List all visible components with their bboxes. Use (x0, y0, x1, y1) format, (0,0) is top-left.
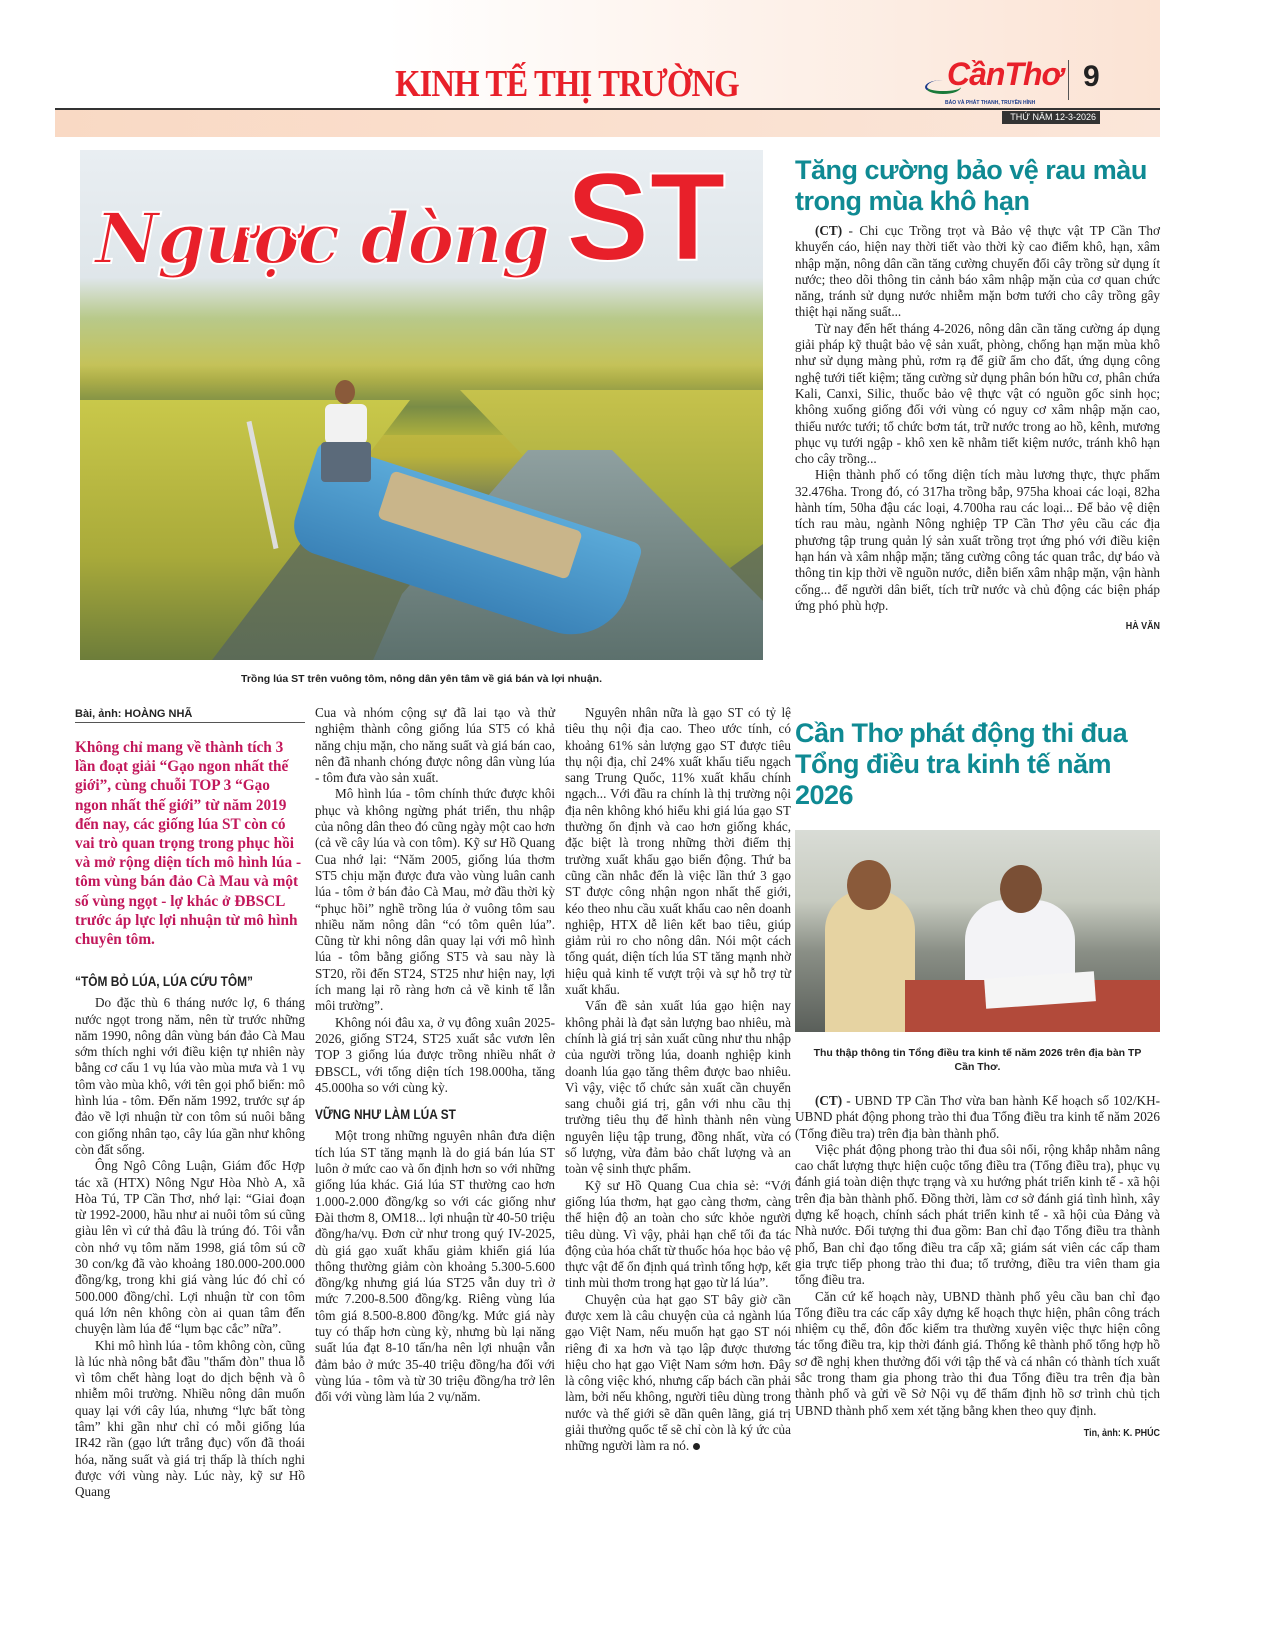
article2-body (795, 223, 1160, 634)
paragraph: Kỹ sư Hồ Quang Cua chia sẻ: “Với giống lúa thơm, hạt gạo càng thơm, càng thể hiện độ an toàn cho sức khỏe người tiêu dùng. Vì vậy, phải hạn chế tối đa tác động của hóa chất từ thuốc hóa học bảo vệ thực vật để ổn định quá trình tổng hợp, kết tinh mùi thơm trong hạt gạo từ lá lúa”. (565, 1177, 791, 1291)
paragraph: Hiện thành phố có tổng diện tích màu lương thực, thực phẩm 32.476ha. Trong đó, có 317ha trồng bắp, 975ha khoai các loại, 82ha hành tím, 50ha đậu các loại, 4.700ha rau các loại... Để bảo vệ diện tích rau màu, ngành Nông nghiệp TP Cần Thơ yêu cầu các địa phương tập trung quản lý sản xuất trồng trọt ứng phó với điều kiện hạn hán và xâm nhập mặn; tăng cường công tác quan trắc, dự báo và thông tin kịp thời về nguồn nước, diễn biến xâm nhập mặn, vận hành cống... để người dân biết, tích trữ nước và chủ động các biện pháp ứng phó phù hợp. (795, 467, 1160, 613)
paragraph: Một trong những nguyên nhân đưa diện tích lúa ST tăng mạnh là do giá bán lúa ST luôn ở mức cao và ổn định hơn so với những giống lúa khác. Giá lúa ST thường cao hơn 1.000-2.000 đồng/kg so với các giống như Đài thơm 8, OM18... lợi nhuận từ 40-50 triệu đồng/ha/vụ. Đơn cử như trong quý IV-2025, dù giá gạo xuất khẩu giảm khiến giá lúa thông thường giảm còn khoảng 5.300-5.600 đồng/kg nhưng giá lúa ST25 vẫn duy trì ở mức 7.200-8.500 đồng/kg. Riêng vùng lúa tôm giá 8.500-8.800 đồng/kg. Mức giá này tuy có thấp hơn cùng kỳ, nhưng bù lại năng suất lúa đạt 8-10 tấn/ha nên lợi nhuận vẫn đảm bảo ở mức 35-40 triệu đồng/ha đối với vùng lúa - tôm và từ 30 triệu đồng/ha trở lên đối với vùng làm lúa 2 vụ/năm. (315, 1128, 555, 1405)
article3-signature: Tin, ảnh: K. PHÚC (1083, 1426, 1160, 1439)
main-headline (95, 148, 726, 287)
paragraph: Từ nay đến hết tháng 4-2026, nông dân cần tăng cường áp dụng giải pháp kỹ thuật bảo vệ sản xuất, phòng, chống hạn mặn mùa khô như sử dụng màng phủ, rơm rạ để giữ ẩm cho đất, ứng dụng công nghệ tưới tiết kiệm; tăng cường sử dụng phân bón hữu cơ, phân chứa Kali, Canxi, Silic, thuốc bảo vệ thực vật có nguồn gốc sinh học; không xuống giống đối với vùng có nguy cơ xâm nhập mặn cao, thiếu nước tưới; tổ chức bơm tát, trữ nước trong ao hồ, kênh, mương phục vụ tưới ngập - khô xen kẽ nhằm tiết kiệm nước, tránh khô hạn cho cây trồng... (795, 320, 1160, 467)
paragraph (565, 1292, 791, 1455)
lead-tag: (CT) (815, 1093, 843, 1108)
page-number: 9 (1083, 60, 1100, 93)
newspaper-logo (925, 56, 1063, 106)
article3-body (795, 1093, 1160, 1441)
article3-headline: Cần Thơ phát động thi đua Tổng điều tra kinh tế năm 2026 (795, 718, 1128, 810)
paragraph: Cua và nhóm cộng sự đã lai tạo và thử nghiệm thành công giống lúa ST5 có khả năng chịu mặn, cho năng suất và giá bán cao, nên đã nhanh chóng được nông dân vùng lúa - tôm đưa vào sản xuất. (315, 705, 555, 786)
subhead-vung-nhu-lam-lua-st: VỮNG NHƯ LÀM LÚA ST (315, 1106, 456, 1123)
paragraph-text: - Chi cục Trồng trọt và Bảo vệ thực vật TP Cần Thơ khuyến cáo, hiện nay thời tiết vào thời kỳ cao điểm khô, hạn, xâm nhập mặn, nông dân cần tăng cường chuyển đổi cây trồng sử dụng ít nước; theo dõi thông tin cảnh báo xâm nhập mặn của cơ quan chức năng, tránh sử dụng nước nhiễm mặn bơm tưới cho cây trồng gây thiệt hại năng suất... (795, 223, 1160, 320)
main-column-2 (315, 705, 555, 1405)
article2-signature: HÀ VĂN (1125, 620, 1160, 633)
paragraph: Việc phát động phong trào thi đua sôi nổi, rộng khắp nhằm nâng cao chất lượng thực hiện cuộc tổng điều tra (Tổng điều tra), phục vụ đánh giá toàn diện thực trạng và xu hướng phát triển kinh tế - xã hội trên địa bàn thành phố. Đồng thời, làm cơ sở đánh giá tình hình, xây dựng kế hoạch, chính sách phát triển kinh tế - xã hội của Đảng và Nhà nước. Đối tượng thi đua gồm: Ban chỉ đạo Tổng điều tra thành phố, Ban chỉ đạo tổng điều tra cấp xã; giám sát viên các cấp tham gia trực tiếp phong trào thi đua; tổ trưởng, điều tra viên tham gia tổng điều tra. (795, 1141, 1160, 1288)
paragraph: Mô hình lúa - tôm chính thức được khôi phục và không ngừng phát triển, thu nhập của nông dân theo đó cũng ngày một cao hơn (cả về cây lúa và con tôm). Kỹ sư Hồ Quang Cua nhớ lại: “Năm 2005, giống lúa thơm ST5 chịu mặn được đưa vào vùng luân canh lúa - tôm ở bán đảo Cà Mau, mở đầu thời kỳ “phục hồi” nghề trồng lúa ở vuông tôm sau nhiều năm nông dân “có tôm quên lúa”. Cũng từ khi nông dân quay lại với mô hình lúa - tôm bằng giống ST5 và sau này là ST20, rồi đến ST24, ST25 như hiện nay, lợi ích mang lại rõ ràng hơn cả về kinh tế lẫn môi trường”. (315, 786, 555, 1014)
paragraph (795, 1093, 1160, 1142)
header-divider (1068, 60, 1069, 100)
main-column-3 (565, 705, 791, 1455)
subhead-tom-bo-lua: “TÔM BỎ LÚA, LÚA CỨU TÔM” (75, 973, 253, 989)
paragraph-text: - UBND TP Cần Thơ vừa ban hành Kế hoạch số 102/KH-UBND phát động phong trào thi đua Tổng điều tra kinh tế năm 2026 (Tổng điều tra) trên địa bàn thành phố. (795, 1093, 1160, 1141)
paragraph: Căn cứ kế hoạch này, UBND thành phố yêu cầu ban chỉ đạo Tổng điều tra các cấp xây dựng kế hoạch thực hiện, phân công trách nhiệm cụ thể, đôn đốc kiểm tra thường xuyên việc thực hiện công tác tổng điều tra, kịp thời đánh giá. Thống kê thành phố tổng hợp hồ sơ đề nghị khen thưởng đối với tập thể và cá nhân có thành tích xuất sắc trong tham gia phong trào thi đua Tổng điều tra trên địa bàn thành phố và gửi về Sở Nội vụ để thẩm định hồ sơ trình chủ tịch UBND thành phố xem xét tặng bằng khen theo quy định. (795, 1288, 1160, 1418)
paragraph: Do đặc thù 6 tháng nước lợ, 6 tháng nước ngọt trong năm, nên từ trước những năm 1990, nông dân vùng bán đảo Cà Mau sớm thích nghi với điều kiện tự nhiên này bằng cơ cấu 1 vụ lúa vào mùa mưa và 1 vụ tôm vào mùa khô, với tên gọi phổ biến: mô hình lúa - tôm. Đến năm 1992, trước sự áp đảo về lợi nhuận từ con tôm sú nuôi bằng con giống nhân tạo, cây lúa gần như không còn đất sống. (75, 995, 305, 1157)
paragraph: Không nói đâu xa, ở vụ đông xuân 2025-2026, giống ST24, ST25 xuất sắc vươn lên TOP 3 giống lúa được trồng nhiều nhất ở ĐBSCL, với tổng diện tích 198.000ha, tăng 45.000ha so với cùng kỳ. (315, 1014, 555, 1095)
issue-date: THỨ NĂM 12-3-2026 (1002, 111, 1100, 124)
main-headline-script: Ngược dòng (95, 197, 548, 280)
section-title: KINH TẾ THỊ TRƯỜNG (395, 63, 739, 105)
lead-tag: (CT) (815, 223, 843, 238)
article3-photo-survey (795, 830, 1160, 1032)
header-subband (55, 110, 1160, 137)
paragraph: Khi mô hình lúa - tôm không còn, cũng là lúc nhà nông bắt đầu "thấm đòn" thua lỗ vì tôm chết hàng loạt do dịch bệnh và ô nhiễm môi trường. Nhiều nông dân muốn quay lại với cây lúa, nhưng “lực bất tòng tâm” khi gần như chỉ có mỗi giống lúa IR42 rần (gạo lứt trắng đục) vốn đã thoái hóa, năng suất và giá trị thấp là thích nghi được với vùng này. Lúc này, kỹ sư Hồ Quang (75, 1337, 305, 1500)
main-byline: Bài, ảnh: HOÀNG NHÃ (75, 708, 305, 723)
end-mark-icon (693, 1443, 700, 1450)
main-sapo: Không chỉ mang về thành tích 3 lần đoạt giải “Gạo ngon nhất thế giới”, cùng chuỗi TOP 3 “Gạo ngon nhất thế giới” từ năm 2019 đến nay, các giống lúa ST còn có vai trò quan trọng trong phục hồi và mở rộng diện tích mô hình lúa - tôm vùng bán đảo Cà Mau và một số vùng ngọt - lợ khác ở ĐBSCL trước áp lực lợi nhuận từ mô hình chuyên tôm. (75, 739, 302, 949)
main-photo-caption: Trồng lúa ST trên vuông tôm, nông dân yên tâm về giá bán và lợi nhuận. (241, 673, 602, 685)
paragraph (795, 223, 1160, 321)
paragraph: Vấn đề sản xuất lúa gạo hiện nay không phải là đạt sản lượng bao nhiêu, mà chính là giá trị sản xuất cũng như thu nhập của người trồng lúa, doanh nghiệp kinh doanh lúa gạo tăng thêm được bao nhiêu. Vì vậy, việc tổ chức sản xuất cần chuyển sang chuỗi giá trị, gắn với nhu cầu thị trường tiêu thụ để hình thành nên vùng nguyên liệu tập trung, đồng nhất, vừa có số lượng, vừa đảm bảo chất lượng và an toàn vệ sinh thực phẩm. (565, 998, 791, 1177)
photo-farmer (315, 380, 375, 500)
logo-text: CầnThơ (947, 56, 1063, 92)
article3-photo-caption: Thu thập thông tin Tổng điều tra kinh tế năm 2026 trên địa bàn TP Cần Thơ. (813, 1047, 1142, 1073)
paragraph: Nguyên nhân nữa là gạo ST có tỷ lệ tiêu thụ nội địa cao. Theo ước tính, có khoảng 61% sản lượng gạo ST được tiêu thụ nội địa, chỉ 24% xuất khẩu tiểu ngạch sang Trung Quốc, 11% xuất khẩu chính ngạch... Với đầu ra chính là thị trường nội địa nên không khó hiểu khi giá lúa gạo ST thường ổn định và cao hơn giống khác, đặc biệt là trong những thời điểm thị trường xuất khẩu gạo biến động. Thứ ba cũng cần nhắc đến là việc lần thứ 3 gạo ST được công nhận ngon nhất thế giới, kéo theo nhu cầu xuất khẩu cao nên doanh nghiệp, HTX dễ liên kết bao tiêu, giúp giảm rủi ro cho nông dân. Nói một cách tổng quát, diện tích lúa ST tăng mạnh nhờ hiệu quả kinh tế vượt trội và sự hỗ trợ từ xuất khẩu. (565, 705, 791, 998)
paragraph: Ông Ngô Công Luận, Giám đốc Hợp tác xã (HTX) Nông Ngư Hòa Nhò A, xã Hòa Tú, TP Cần Thơ, nhớ lại: “Giai đoạn từ 1992-2000, hầu như ai nuôi tôm sú cũng giàu lên vì cứ thả đâu là trúng đó. Tôi vẫn còn nhớ vụ tôm năm 1998, giá tôm sú cỡ 30 con/kg đã vào khoảng 180.000-200.000 đồng/kg, trong khi giá vàng lúc đó chỉ có 500.000 đồng/chỉ. Lợi nhuận từ con tôm quá lớn nên không còn ai quan tâm đến chuyện làm lúa để “lụm bạc cắc” nữa”. (75, 1158, 305, 1337)
article2-headline: Tăng cường bảo vệ rau màu trong mùa khô hạn (795, 155, 1147, 216)
paragraph-text: Chuyện của hạt gạo ST bây giờ cần được xem là câu chuyện của cả ngành lúa gạo Việt Nam, nếu muốn hạt gạo ST nói riêng đi xa hơn và tạo lập được thương hiệu cho hạt gạo Việt Nam sớm hơn. Đây là công việc khó, nhưng cấp bách cần phải làm, bởi nếu không, người tiêu dùng trong nước và thế giới sẽ dần quên lãng, giá trị giải thưởng quốc tế sẽ chỉ còn là ký ức của những người làm ra nó. (565, 1291, 791, 1454)
logo-subtitle: BÁO VÀ PHÁT THANH, TRUYỀN HÌNH (945, 100, 1036, 106)
main-column-1 (75, 963, 305, 1501)
main-headline-st: ST (565, 148, 726, 287)
